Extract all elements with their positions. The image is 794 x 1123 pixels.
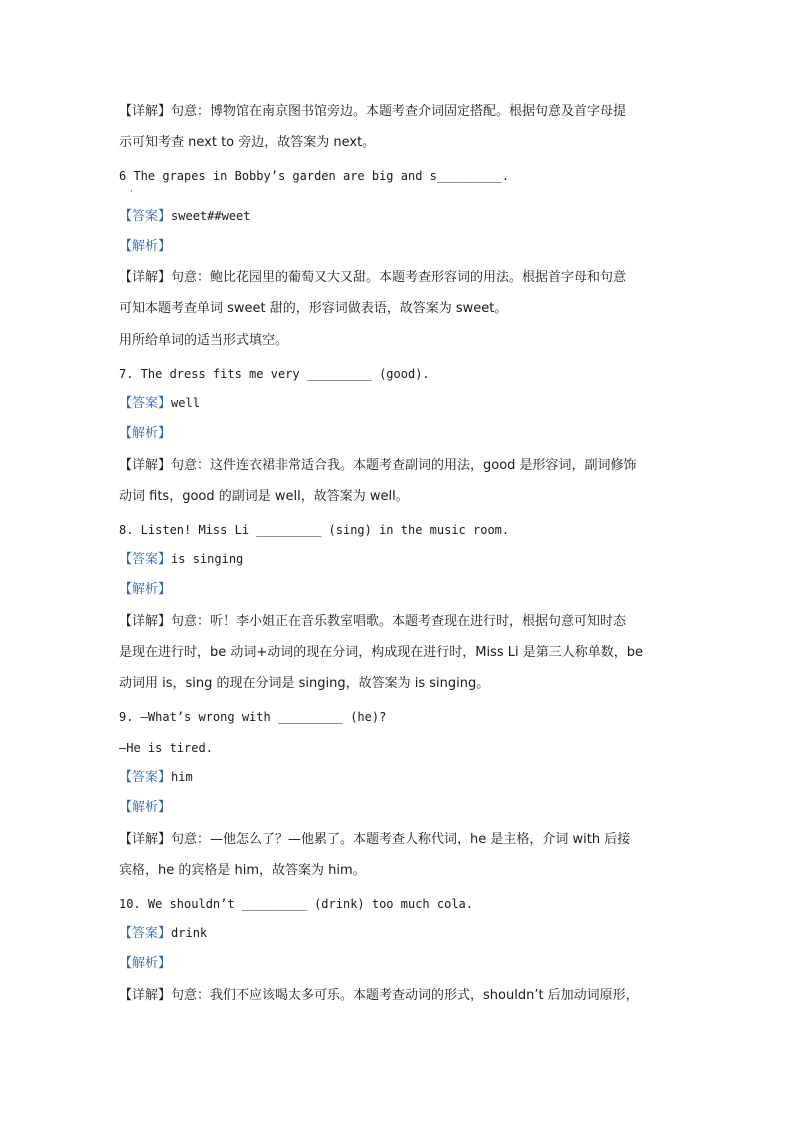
q8-detail-line-3: 动词用 is，sing 的现在分词是 singing，故答案为 is singing。 — [119, 676, 490, 691]
q10-analysis-tag: 【解析】 — [119, 956, 172, 971]
detail-tag: 【详解】 — [119, 988, 172, 1003]
q9-reply: —He is tired. — [119, 741, 213, 755]
q6-answer-line — [119, 206, 679, 227]
answer-tag: 【答案】 — [119, 396, 172, 411]
q10-question: 10. We shouldn’t _________ (drink) too much cola. — [119, 897, 474, 911]
q9-question: 9. —What’s wrong with _________ (he)? — [119, 710, 387, 724]
q7-detail-line-1 — [119, 456, 679, 476]
q6-detail-line-2: 可知本题考查单词 sweet 甜的，形容词做表语，故答案为 sweet。 — [119, 301, 508, 316]
q6-question: 6 The grapes in Bobby’s garden are big and s_________. — [119, 169, 510, 183]
q7-question: 7. The dress fits me very _________ (good). — [119, 367, 430, 381]
q8-question: 8. Listen! Miss Li _________ (sing) in the music room. — [119, 523, 510, 537]
answer-tag: 【答案】 — [119, 926, 172, 941]
q7-detail-text-1: 句意：这件连衣裙非常适合我。本题考查副词的用法，good 是形容词，副词修饰 — [171, 458, 637, 473]
q6-analysis-tag: 【解析】 — [119, 239, 172, 254]
q9-answer: him — [171, 770, 193, 784]
q10-answer: drink — [171, 926, 208, 940]
q8-answer-line — [119, 549, 679, 570]
q9-detail-line-1 — [119, 830, 679, 850]
q9-detail-text-1: 句意：—他怎么了？—他累了。本题考查人称代词，he 是主格，介词 with 后接 — [171, 832, 631, 847]
answer-tag: 【答案】 — [119, 770, 172, 785]
detail-tag: 【详解】 — [119, 458, 172, 473]
q8-detail-text-1: 句意：听！李小姐正在音乐教室唱歌。本题考查现在进行时，根据句意可知时态 — [171, 614, 627, 629]
q7-detail-line-2: 动词 fits，good 的副词是 well，故答案为 well。 — [119, 489, 409, 504]
detail-tag: 【详解】 — [119, 270, 172, 285]
detail-tag: 【详解】 — [119, 104, 172, 119]
detail-tag: 【详解】 — [119, 832, 172, 847]
q9-answer-line — [119, 767, 679, 788]
q9-detail-line-2: 宾格，he 的宾格是 him，故答案为 him。 — [119, 863, 366, 878]
q7-analysis-tag: 【解析】 — [119, 426, 172, 441]
q6-detail-text-1: 句意：鲍比花园里的葡萄又大又甜。本题考查形容词的用法。根据首字母和句意 — [171, 270, 627, 285]
answer-tag: 【答案】 — [119, 209, 172, 224]
q9-analysis-tag: 【解析】 — [119, 800, 172, 815]
q8-detail-line-1 — [119, 612, 679, 632]
answer-tag: 【答案】 — [119, 552, 172, 567]
q7-answer: well — [171, 396, 200, 410]
q8-answer: is singing — [171, 552, 244, 566]
section-instruction: 用所给单词的适当形式填空。 — [119, 333, 289, 348]
q5-detail-text-1: 句意：博物馆在南京图书馆旁边。本题考查介词固定搭配。根据句意及首字母提 — [171, 104, 627, 119]
q7-answer-line — [119, 393, 679, 414]
q10-detail-text-1: 句意：我们不应该喝太多可乐。本题考查动词的形式，shouldn’t 后加动词原形， — [171, 988, 639, 1003]
q5-detail-line-1 — [119, 102, 679, 122]
q8-analysis-tag: 【解析】 — [119, 582, 172, 597]
q6-detail-line-1 — [119, 268, 679, 288]
q6-answer: sweet##weet — [171, 209, 251, 223]
q10-answer-line — [119, 923, 679, 944]
detail-tag: 【详解】 — [119, 614, 172, 629]
q10-detail-line-1 — [119, 986, 679, 1006]
q5-detail-line-2: 示可知考查 next to 旁边，故答案为 next。 — [119, 135, 376, 150]
q8-detail-line-2: 是现在进行时，be 动词+动词的现在分词，构成现在进行时，Miss Li 是第三人称单数，be — [119, 645, 644, 660]
q6-dot: · — [130, 187, 133, 197]
